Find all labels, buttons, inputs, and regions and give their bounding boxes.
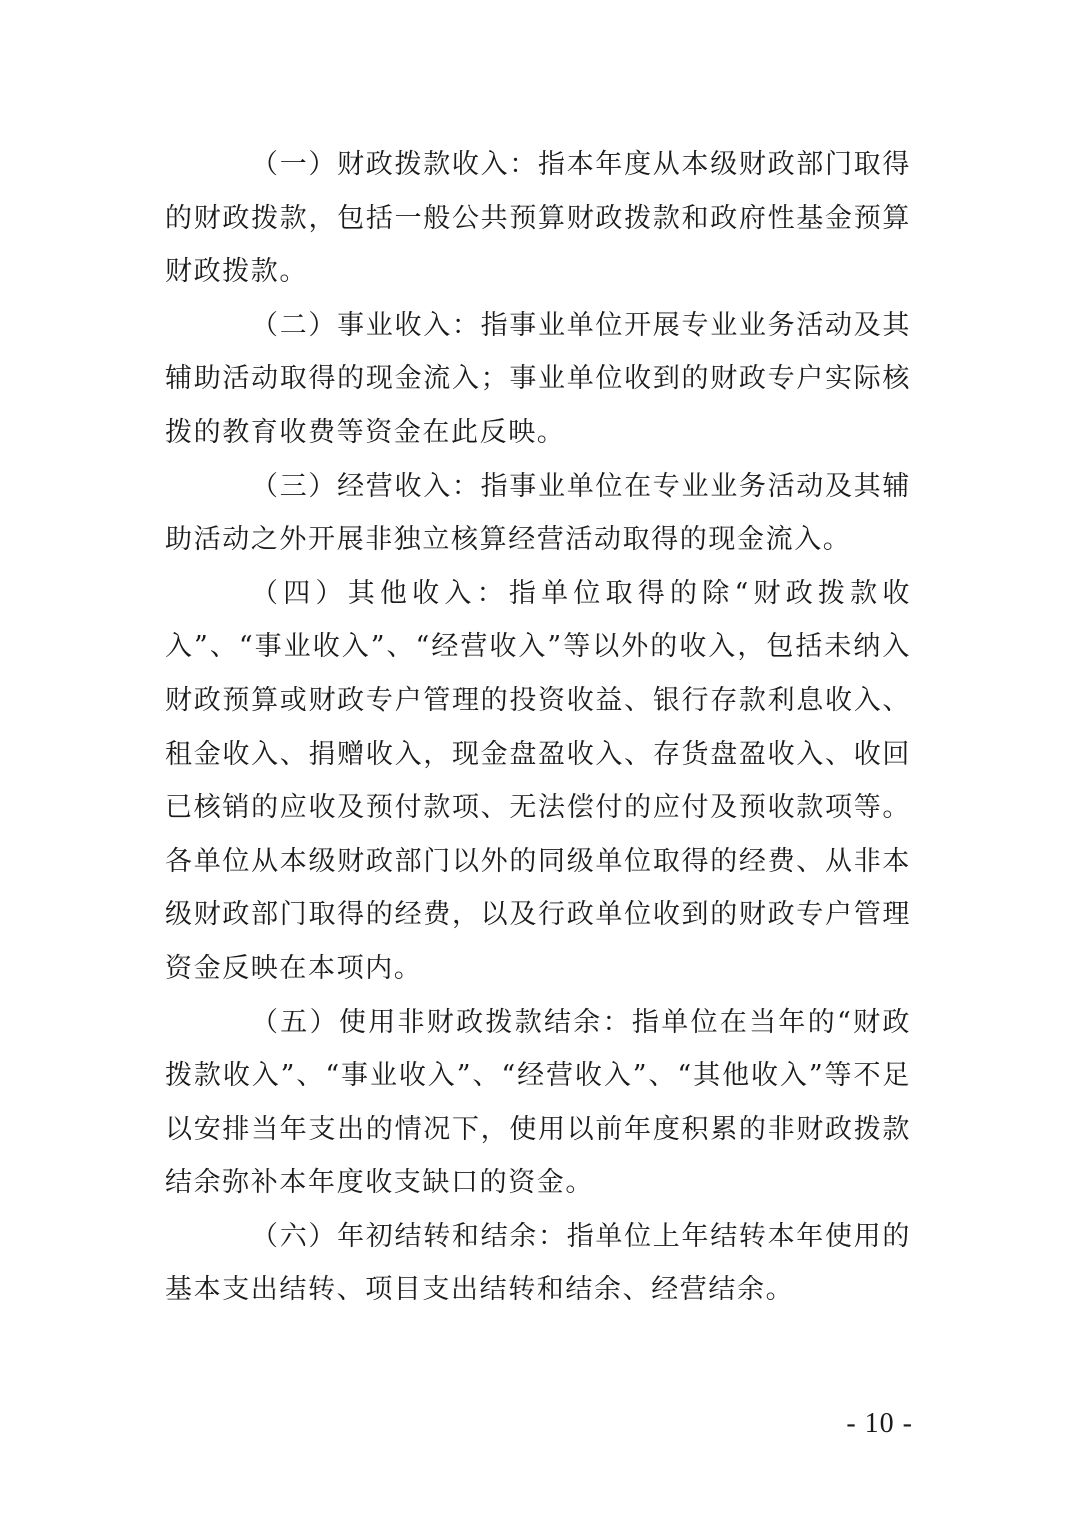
paragraph-fiscal-appropriation-income: （一）财政拨款收入：指本年度从本级财政部门取得的财政拨款，包括一般公共预算财政拨款和政府性基金预算财政拨款。 <box>165 149 911 288</box>
paragraph-business-income: （二）事业收入：指事业单位开展专业业务活动及其辅助活动取得的现金流入；事业单位收到的财政专户实际核拨的教育收费等资金在此反映。 <box>165 309 911 448</box>
paragraph-opening-carryover: （六）年初结转和结余：指单位上年结转本年使用的基本支出结转、项目支出结转和结余、经营结余。 <box>165 1220 911 1306</box>
page-number: - 10 - <box>846 1408 913 1439</box>
paragraph-operating-income: （三）经营收入：指事业单位在专业业务活动及其辅助活动之外开展非独立核算经营活动取得的现金流入。 <box>165 470 911 556</box>
paragraph-other-income: （四）其他收入：指单位取得的除“财政拨款收入”、“事业收入”、“经营收入”等以外的收入，包括未纳入财政预算或财政专户管理的投资收益、银行存款利息收入、租金收入、捐赠收入，现金盘盈收入、存货盘盈收入、收回已核销的应收及预付款项、无法偿付的应付及预收款项等。各单位从本级财政部门以外的同级单位取得的经费、从非本级财政部门取得的经费，以及行政单位收到的财政专户管理资金反映在本项内。 <box>165 577 911 984</box>
document-body <box>165 138 911 1317</box>
paragraph-non-fiscal-surplus-use: （五）使用非财政拨款结余：指单位在当年的“财政拨款收入”、“事业收入”、“经营收入”、“其他收入”等不足以安排当年支出的情况下，使用以前年度积累的非财政拨款结余弥补本年度收支缺口的资金。 <box>165 1006 911 1199</box>
